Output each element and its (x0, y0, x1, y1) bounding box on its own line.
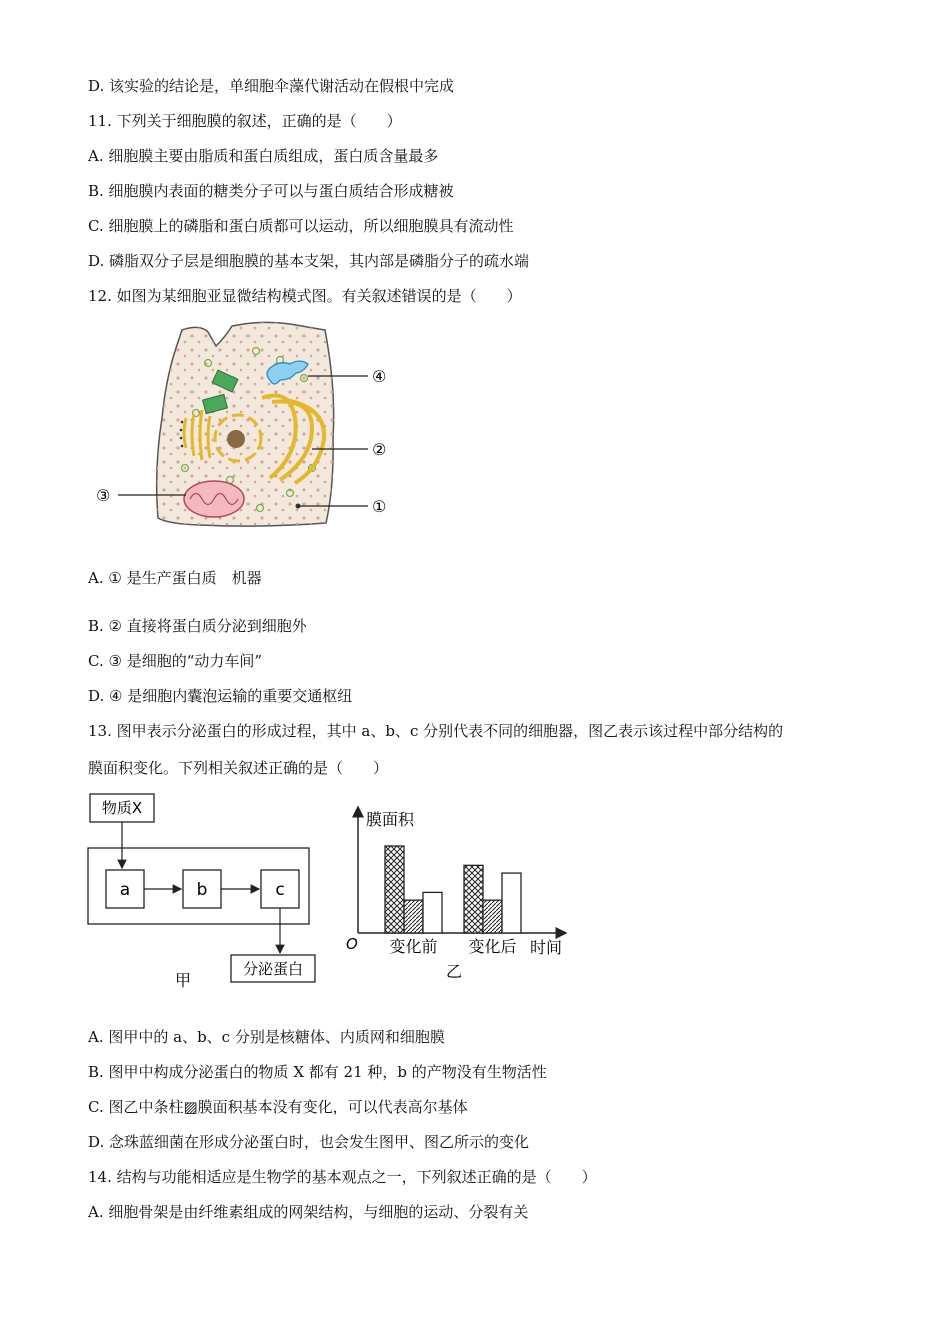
option-c: C. 图乙中条柱▨膜面积基本没有变化，可以代表高尔基体 (88, 1098, 468, 1116)
question-12: 12. 如图为某细胞亚显微结构模式图。有关叙述错误的是（ ） (88, 287, 522, 305)
figure-caption-yi: 乙 (446, 962, 463, 981)
bar-blank-2 (502, 873, 521, 933)
node-c-label: c (275, 880, 285, 900)
bar-crosshatch-1 (385, 846, 404, 933)
option-a: A. ① 是生产蛋白质 机器 (88, 569, 262, 587)
x-axis-label: 时间 (530, 938, 563, 957)
label-3: ③ (96, 486, 111, 505)
label-2: ② (372, 440, 387, 459)
question-13: 13. 图甲表示分泌蛋白的形成过程，其中 a、b、c 分别代表不同的细胞器，图乙表示该过程中部分结构的 (88, 722, 784, 740)
question-13-cont: 膜面积变化。下列相关叙述正确的是（ ） (88, 759, 389, 777)
option-b: B. ② 直接将蛋白质分泌到细胞外 (88, 617, 307, 635)
category-label: 变化后 (468, 937, 517, 956)
option-d: D. 念珠蓝细菌在形成分泌蛋白时，也会发生图甲、图乙所示的变化 (88, 1133, 530, 1151)
option-b: B. 细胞膜内表面的糖类分子可以与蛋白质结合形成糖被 (88, 182, 454, 200)
flow-diagram (85, 790, 325, 995)
option-d: D. 磷脂双分子层是细胞膜的基本支架，其内部是磷脂分子的疏水端 (88, 252, 530, 270)
option-a: A. 图甲中的 a、b、c 分别是核糖体、内质网和细胞膜 (88, 1028, 445, 1046)
option-d: D. ④ 是细胞内囊泡运输的重要交通枢纽 (88, 687, 353, 705)
node-b-label: b (196, 880, 208, 900)
option-c: C. 细胞膜上的磷脂和蛋白质都可以运动，所以细胞膜具有流动性 (88, 217, 514, 235)
option-a: A. 细胞骨架是由纤维素组成的网架结构，与细胞的运动、分裂有关 (88, 1203, 529, 1221)
nucleolus (227, 430, 245, 448)
question-14: 14. 结构与功能相适应是生物学的基本观点之一，下列叙述正确的是（ ） (88, 1168, 597, 1186)
bar-crosshatch-2 (464, 865, 483, 933)
bar-blank-1 (423, 892, 442, 933)
bar-hatched-1 (404, 900, 423, 933)
origin-label: O (346, 935, 358, 953)
output-label: 分泌蛋白 (242, 960, 304, 978)
option-b: B. 图甲中构成分泌蛋白的物质 X 都有 21 种，b 的产物没有生物活性 (88, 1063, 547, 1081)
option-a: A. 细胞膜主要由脂质和蛋白质组成，蛋白质含量最多 (88, 147, 439, 165)
option-c: C. ③ 是细胞的“动力车间” (88, 652, 263, 670)
cell-diagram (90, 318, 410, 538)
substance-label: 物质X (101, 799, 143, 817)
label-4: ④ (372, 367, 387, 386)
question-11: 11. 下列关于细胞膜的叙述，正确的是（ ） (88, 112, 402, 130)
bar-hatched-2 (483, 900, 502, 933)
membrane-area-chart (340, 795, 575, 985)
category-label: 变化前 (389, 937, 438, 956)
text-line: D. 该实验的结论是，单细胞伞藻代谢活动在假根中完成 (88, 77, 455, 95)
figure-caption-jia: 甲 (175, 971, 192, 990)
node-a-label: a (119, 880, 131, 900)
label-1: ① (372, 497, 387, 516)
y-axis-label: 膜面积 (366, 810, 415, 829)
